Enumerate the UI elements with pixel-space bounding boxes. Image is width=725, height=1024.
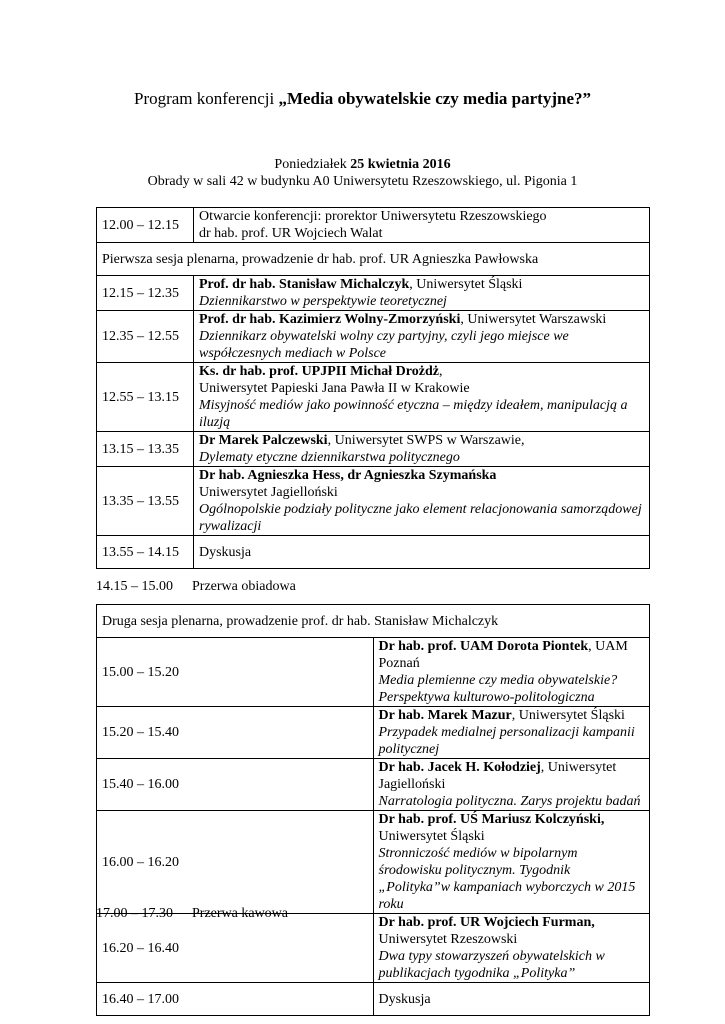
talk-title: Dziennikarstwo w perspektywie teoretycznej xyxy=(199,294,447,309)
time-cell: 16.00 – 16.20 xyxy=(97,811,374,914)
table-row xyxy=(97,432,650,467)
speaker-name: Dr hab. Marek Mazur xyxy=(378,708,512,723)
weekday: Poniedziałek xyxy=(274,157,351,172)
speaker-name: Prof. dr hab. Kazimierz Wolny-Zmorzyński xyxy=(199,312,461,327)
talk-title: Ogólnopolskie podziały polityczne jako element relacjonowania samorządowej rywalizacji xyxy=(199,502,642,534)
break-lunch xyxy=(96,578,296,595)
title-prefix: Program konferencji xyxy=(133,89,279,108)
time-cell: 13.55 – 14.15 xyxy=(97,536,194,569)
talk-cell xyxy=(194,432,650,467)
opening-cell xyxy=(194,208,650,243)
time-cell: 13.35 – 13.55 xyxy=(97,467,194,536)
speaker-name: Dr Marek Palczewski xyxy=(199,433,328,448)
discussion-cell: Dyskusja xyxy=(373,983,650,1016)
opening-line-1: Otwarcie konferencji: prorektor Uniwersytetu Rzeszowskiego xyxy=(199,209,547,224)
time-cell: 12.00 – 12.15 xyxy=(97,208,194,243)
time-cell: 16.20 – 16.40 xyxy=(97,914,374,983)
talk-title: Dylematy etyczne dziennikarstwa politycznego xyxy=(199,450,460,465)
affiliation: , Uniwersytet Śląski xyxy=(511,708,625,723)
table-row xyxy=(97,811,650,914)
day-heading xyxy=(0,156,725,173)
speaker-name: Dr hab. Jacek H. Kołodziej xyxy=(378,760,541,775)
opening-line-2: dr hab. prof. UR Wojciech Walat xyxy=(199,226,383,241)
break-time: 14.15 – 15.00 xyxy=(96,579,173,594)
speaker-name: Dr hab. prof. UŚ Mariusz Kolczyński, xyxy=(378,812,605,827)
table-row xyxy=(97,605,650,638)
table-row xyxy=(97,914,650,983)
speaker-name: Dr hab. Agnieszka Hess, dr Agnieszka Szymańska xyxy=(199,468,497,483)
table-row xyxy=(97,707,650,759)
talk-cell xyxy=(194,276,650,311)
talk-title: Stronniczość mediów w bipolarnym środowisku politycznym. Tygodnik „Polityka”w kampaniach wyborczych w 2015 roku xyxy=(378,846,636,912)
table-row xyxy=(97,759,650,811)
table-row xyxy=(97,536,650,569)
time-cell: 13.15 – 13.35 xyxy=(97,432,194,467)
talk-cell xyxy=(373,759,650,811)
speaker-name: Ks. dr hab. prof. UPJPII Michał Drożdż xyxy=(199,364,439,379)
speaker-name: Dr hab. prof. UAM Dorota Piontek xyxy=(378,639,589,654)
break-time: 17.00 – 17.30 xyxy=(96,906,173,921)
page-title xyxy=(0,88,725,110)
affiliation: , Uniwersytet Warszawski xyxy=(460,312,607,327)
time-cell: 15.00 – 15.20 xyxy=(97,638,374,707)
talk-cell xyxy=(373,638,650,707)
break-label: Przerwa kawowa xyxy=(192,906,289,921)
table-row xyxy=(97,311,650,363)
affiliation-line: Uniwersytet Papieski Jana Pawła II w Krakowie xyxy=(199,381,470,396)
affiliation: Uniwersytet Śląski xyxy=(378,829,485,844)
time-cell: 16.40 – 17.00 xyxy=(97,983,374,1016)
table-row xyxy=(97,467,650,536)
table-row xyxy=(97,983,650,1016)
affiliation: , xyxy=(438,364,443,379)
time-cell: 15.20 – 15.40 xyxy=(97,707,374,759)
talk-title: Misyjność mediów jako powinność etyczna – między ideałem, manipulacją a iluzją xyxy=(199,398,628,430)
affiliation: , Uniwersytet Śląski xyxy=(409,277,523,292)
conference-name: „Media obywatelskie czy media partyjne?” xyxy=(278,89,592,108)
session-title: Druga sesja plenarna, prowadzenie prof. dr hab. Stanisław Michalczyk xyxy=(97,605,650,638)
discussion-cell: Dyskusja xyxy=(194,536,650,569)
time-cell: 15.40 – 16.00 xyxy=(97,759,374,811)
talk-title: Dziennikarz obywatelski wolny czy partyjny, czyli jego miejsce we współczesnych mediach w Polsce xyxy=(199,329,569,361)
time-cell: 12.15 – 12.35 xyxy=(97,276,194,311)
break-coffee xyxy=(96,905,288,922)
table-row xyxy=(97,243,650,276)
affiliation: , Uniwersytet Jagielloński xyxy=(378,760,617,792)
table-row xyxy=(97,276,650,311)
session-title: Pierwsza sesja plenarna, prowadzenie dr hab. prof. UR Agnieszka Pawłowska xyxy=(97,243,650,276)
table-row xyxy=(97,208,650,243)
affiliation: , UAM Poznań xyxy=(378,639,628,671)
time-cell: 12.55 – 13.15 xyxy=(97,363,194,432)
speaker-name: Dr hab. prof. UR Wojciech Furman, xyxy=(378,915,595,930)
program-table-1 xyxy=(96,207,650,569)
affiliation: , Uniwersytet SWPS w Warszawie, xyxy=(327,433,525,448)
table-row xyxy=(97,363,650,432)
table-row xyxy=(97,638,650,707)
date: 25 kwietnia 2016 xyxy=(350,157,451,172)
talk-title: Dwa typy stowarzyszeń obywatelskich w publikacjach tygodnika „Polityka” xyxy=(378,949,605,981)
speaker-name: Prof. dr hab. Stanisław Michalczyk xyxy=(199,277,410,292)
talk-title: Media plemienne czy media obywatelskie? Perspektywa kulturowo-politologiczna xyxy=(378,673,618,705)
talk-cell xyxy=(373,811,650,914)
affiliation-line: Uniwersytet Jagielloński xyxy=(199,485,338,500)
talk-cell xyxy=(373,707,650,759)
affiliation: Uniwersytet Rzeszowski xyxy=(378,932,518,947)
time-cell: 12.35 – 12.55 xyxy=(97,311,194,363)
break-label: Przerwa obiadowa xyxy=(192,579,296,594)
talk-cell xyxy=(373,914,650,983)
talk-cell xyxy=(194,467,650,536)
talk-cell xyxy=(194,311,650,363)
program-table-2 xyxy=(96,604,650,1016)
talk-title: Narratologia polityczna. Zarys projektu badań xyxy=(378,794,641,809)
talk-cell xyxy=(194,363,650,432)
talk-title: Przypadek medialnej personalizacji kampanii politycznej xyxy=(378,725,635,757)
venue-line: Obrady w sali 42 w budynku A0 Uniwersytetu Rzeszowskiego, ul. Pigonia 1 xyxy=(147,174,578,189)
